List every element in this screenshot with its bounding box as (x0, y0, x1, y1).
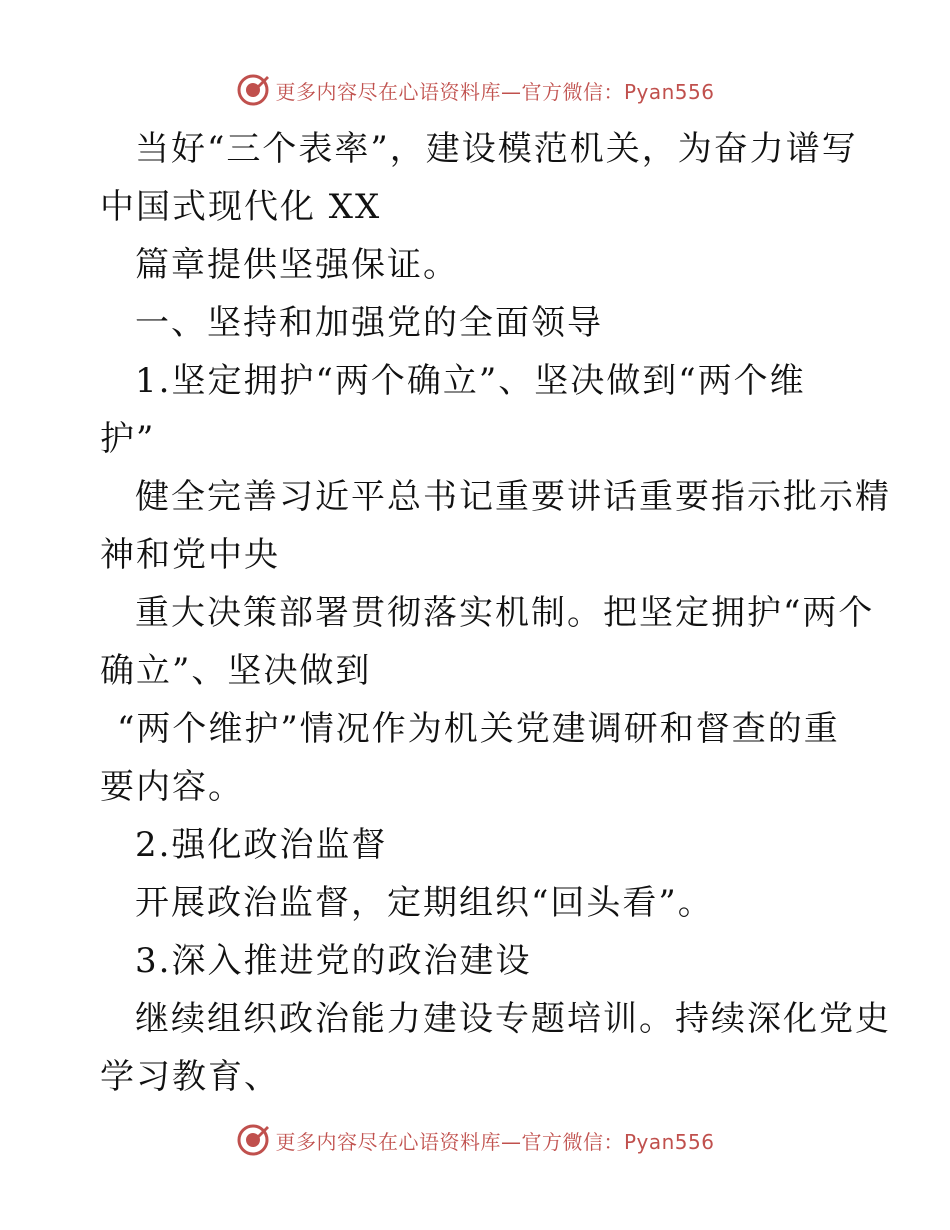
paragraph-line: 开展政治监督，定期组织“回头看”。 (135, 883, 714, 923)
paragraph-line: “两个维护”情况作为机关党建调研和督查的重 (117, 709, 840, 749)
footer-watermark (0, 1120, 950, 1160)
paragraph-line: 护” (100, 419, 156, 459)
paragraph-line: 学习教育、 (100, 1057, 280, 1097)
watermark-text: 更多内容尽在心语资料库—官方微信：Pyan556 (275, 1129, 715, 1154)
paragraph-line: 要内容。 (100, 767, 244, 807)
watermark-text: 更多内容尽在心语资料库—官方微信：Pyan556 (275, 79, 715, 104)
pen-logo-icon (235, 1122, 271, 1158)
section-heading: 一、坚持和加强党的全面领导 (135, 303, 603, 343)
paragraph-line: 神和党中央 (100, 535, 280, 575)
header-watermark (0, 70, 950, 110)
document-body (100, 120, 891, 1106)
subsection-heading: 3.深入推进党的政治建设 (135, 941, 532, 981)
paragraph-line: 中国式现代化 XX (100, 187, 382, 227)
paragraph-line: 篇章提供坚强保证。 (135, 245, 459, 285)
subsection-heading: 2.强化政治监督 (135, 825, 388, 865)
subsection-heading: 1.坚定拥护“两个确立”、坚决做到“两个维 (135, 361, 806, 401)
pen-logo-icon (235, 72, 271, 108)
paragraph-line: 继续组织政治能力建设专题培训。持续深化党史 (135, 999, 891, 1039)
paragraph-line: 重大决策部署贯彻落实机制。把坚定拥护“两个 (135, 593, 875, 633)
paragraph-line: 确立”、坚决做到 (100, 651, 372, 691)
paragraph-line: 健全完善习近平总书记重要讲话重要指示批示精 (135, 477, 891, 517)
paragraph-line: 当好“三个表率”，建设模范机关，为奋力谱写 (135, 129, 858, 169)
